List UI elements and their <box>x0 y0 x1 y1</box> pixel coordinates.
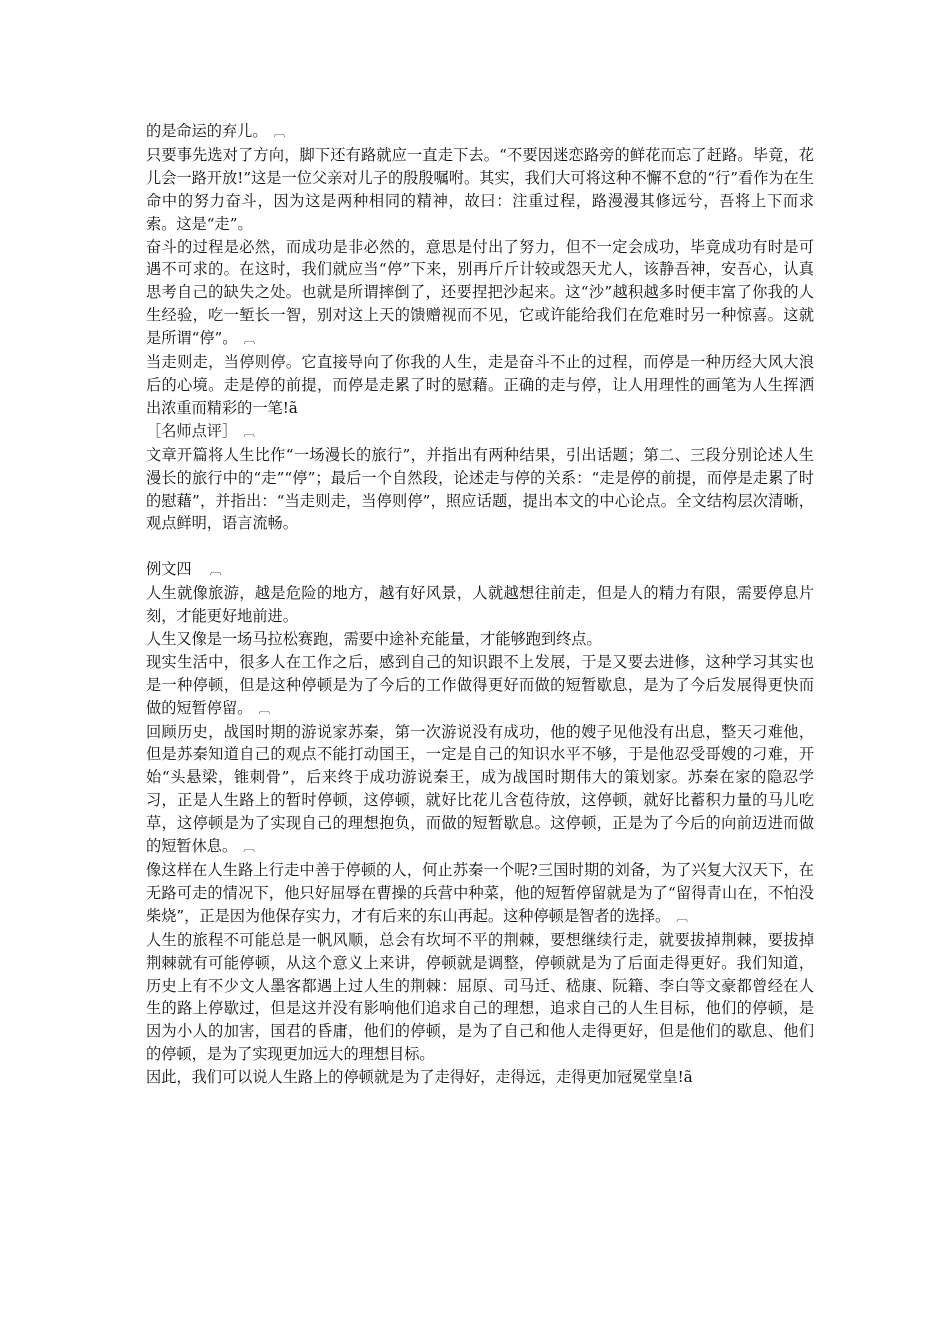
paragraph-9: 像这样在人生路上行走中善于停顿的人，何止苏秦一个呢?三国时期的刘备，为了兴复大汉天下，在无路可走的情况下，他只好屈辱在曹操的兵营中种菜，他的短暂停留就是为了“留得青山在，不怕没柴烧”，正是因为他保存实力，才有后来的东山再起。这种停顿是智者的选择。 ︹ <box>146 860 814 925</box>
document-page <box>146 120 814 1089</box>
paragraph-8: 回顾历史，战国时期的游说家苏秦，第一次游说没有成功，他的嫂子见他没有出息，整天刁难他，但是苏秦知道自己的观点不能打动国王，一定是自己的知识水平不够，于是他忍受哥嫂的刁难，开始“头悬梁，锥刺骨”，后来终于成功游说秦王，成为战国时期伟大的策划家。苏秦在家的隐忍学习，正是人生路上的暂时停顿，这停顿，就好比花儿含苞待放，这停顿，就好比蓄积力量的马儿吃草，这停顿是为了实现自己的理想抱负，而做的短暂歇息。这停顿，正是为了今后的向前迈进而做的短暂休息。 ︹ <box>146 722 814 856</box>
paragraph-mark-icon: ︹ <box>243 332 255 347</box>
paragraph-1: 的是命运的弃儿。 ︹ <box>146 122 285 140</box>
paragraph-5: 人生就像旅游，越是危险的地方，越有好风景，人就越想往前走，但是人的精力有限，需要停息片刻，才能更好地前进。 <box>146 584 814 626</box>
paragraph-4: 当走则走，当停则停。它直接导向了你我的人生，走是奋斗不止的过程，而停是一种历经大风大浪后的心境。走是停的前提，而停是走累了时的慰藉。正确的走与停，让人用理性的画笔为人生挥洒出浓重而精彩的一笔!ã <box>146 353 814 417</box>
paragraph-3: 奋斗的过程是必然，而成功是非必然的，意思是付出了努力，但不一定会成功，毕竟成功有时是可遇不可求的。在这时，我们就应当“停”下来，别再斤斤计较或怨天尤人，该静吾神，安吾心，认真思考自己的缺失之处。也就是所谓摔倒了，还要捏把沙起来。这“沙”越积越多时便丰富了你我的人生经验，吃一堑长一智，别对这上天的馈赠视而不见，它或许能给我们在危难时另一种惊喜。这就是所谓“停”。 ︹ <box>146 237 814 348</box>
paragraph-mark-icon: ︹ <box>209 563 221 578</box>
section-heading-commentary: ［名师点评］ ︹ <box>146 421 255 440</box>
paragraph-10: 人生的旅程不可能总是一帆风顺，总会有坎坷不平的荆棘，要想继续行走，就要拔掉荆棘，要拔掉荆棘就有可能停顿，从这个意义上来讲，停顿就是调整，停顿就是为了后面走得更好。我们知道，历史上有不少文人墨客都遇上过人生的荆棘：屈原、司马迁、嵇康、阮籍、李白等文豪都曾经在人生的路上停歇过，但是这并没有影响他们追求自己的理想，追求自己的人生目标，他们的停顿，是因为小人的加害，国君的昏庸，他们的停顿，是为了自己和他人走得更好，但是他们的歇息、他们的停顿，是为了实现更加远大的理想目标。 <box>146 930 814 1064</box>
paragraph-mark-icon: ︹ <box>243 840 255 855</box>
paragraph-6: 人生又像是一场马拉松赛跑，需要中途补充能量，才能够跑到终点。 <box>146 629 602 648</box>
paragraph-2: 只要事先选对了方向，脚下还有路就应一直走下去。“不要因迷恋路旁的鲜花而忘了赶路。毕竟，花儿会一路开放!”这是一位父亲对儿子的殷殷嘱咐。其实，我们大可将这种不懈不怠的“行”看作为在生命中的努力奋斗，因为这是两种相同的精神，故曰：注重过程，路漫漫其修远兮，吾将上下而求索。这是“走”。 <box>146 145 814 233</box>
blank-line <box>146 535 814 558</box>
paragraph-7: 现实生活中，很多人在工作之后，感到自己的知识跟不上发展，于是又要去进修，这种学习其实也是一种停顿，但是这种停顿是为了今后的工作做得更好而做的短暂歇息，是为了今后发展得更快而做的短暂停留。 ︹ <box>146 652 814 717</box>
section-heading-example-four: 例文四 ︹ <box>146 560 221 579</box>
paragraph-mark-icon: ︹ <box>243 424 255 439</box>
paragraph-mark-icon: ︹ <box>676 909 688 924</box>
paragraph-mark-icon: ︹ <box>258 701 270 716</box>
paragraph-11: 因此，我们可以说人生路上的停顿就是为了走得好，走得远，走得更加冠冕堂皇!ã <box>146 1068 693 1087</box>
paragraph-commentary: 文章开篇将人生比作“一场漫长的旅行”，并指出有两种结果，引出话题；第二、三段分别论述人生漫长的旅行中的“走”“停”；最后一个自然段，论述走与停的关系：“走是停的前提，而停是走累了时的慰藉”，并指出：“当走则走，当停则停”，照应话题，提出本文的中心论点。全文结构层次清晰，观点鲜明，语言流畅。 <box>146 445 814 533</box>
paragraph-mark-icon: ︹ <box>273 125 285 139</box>
